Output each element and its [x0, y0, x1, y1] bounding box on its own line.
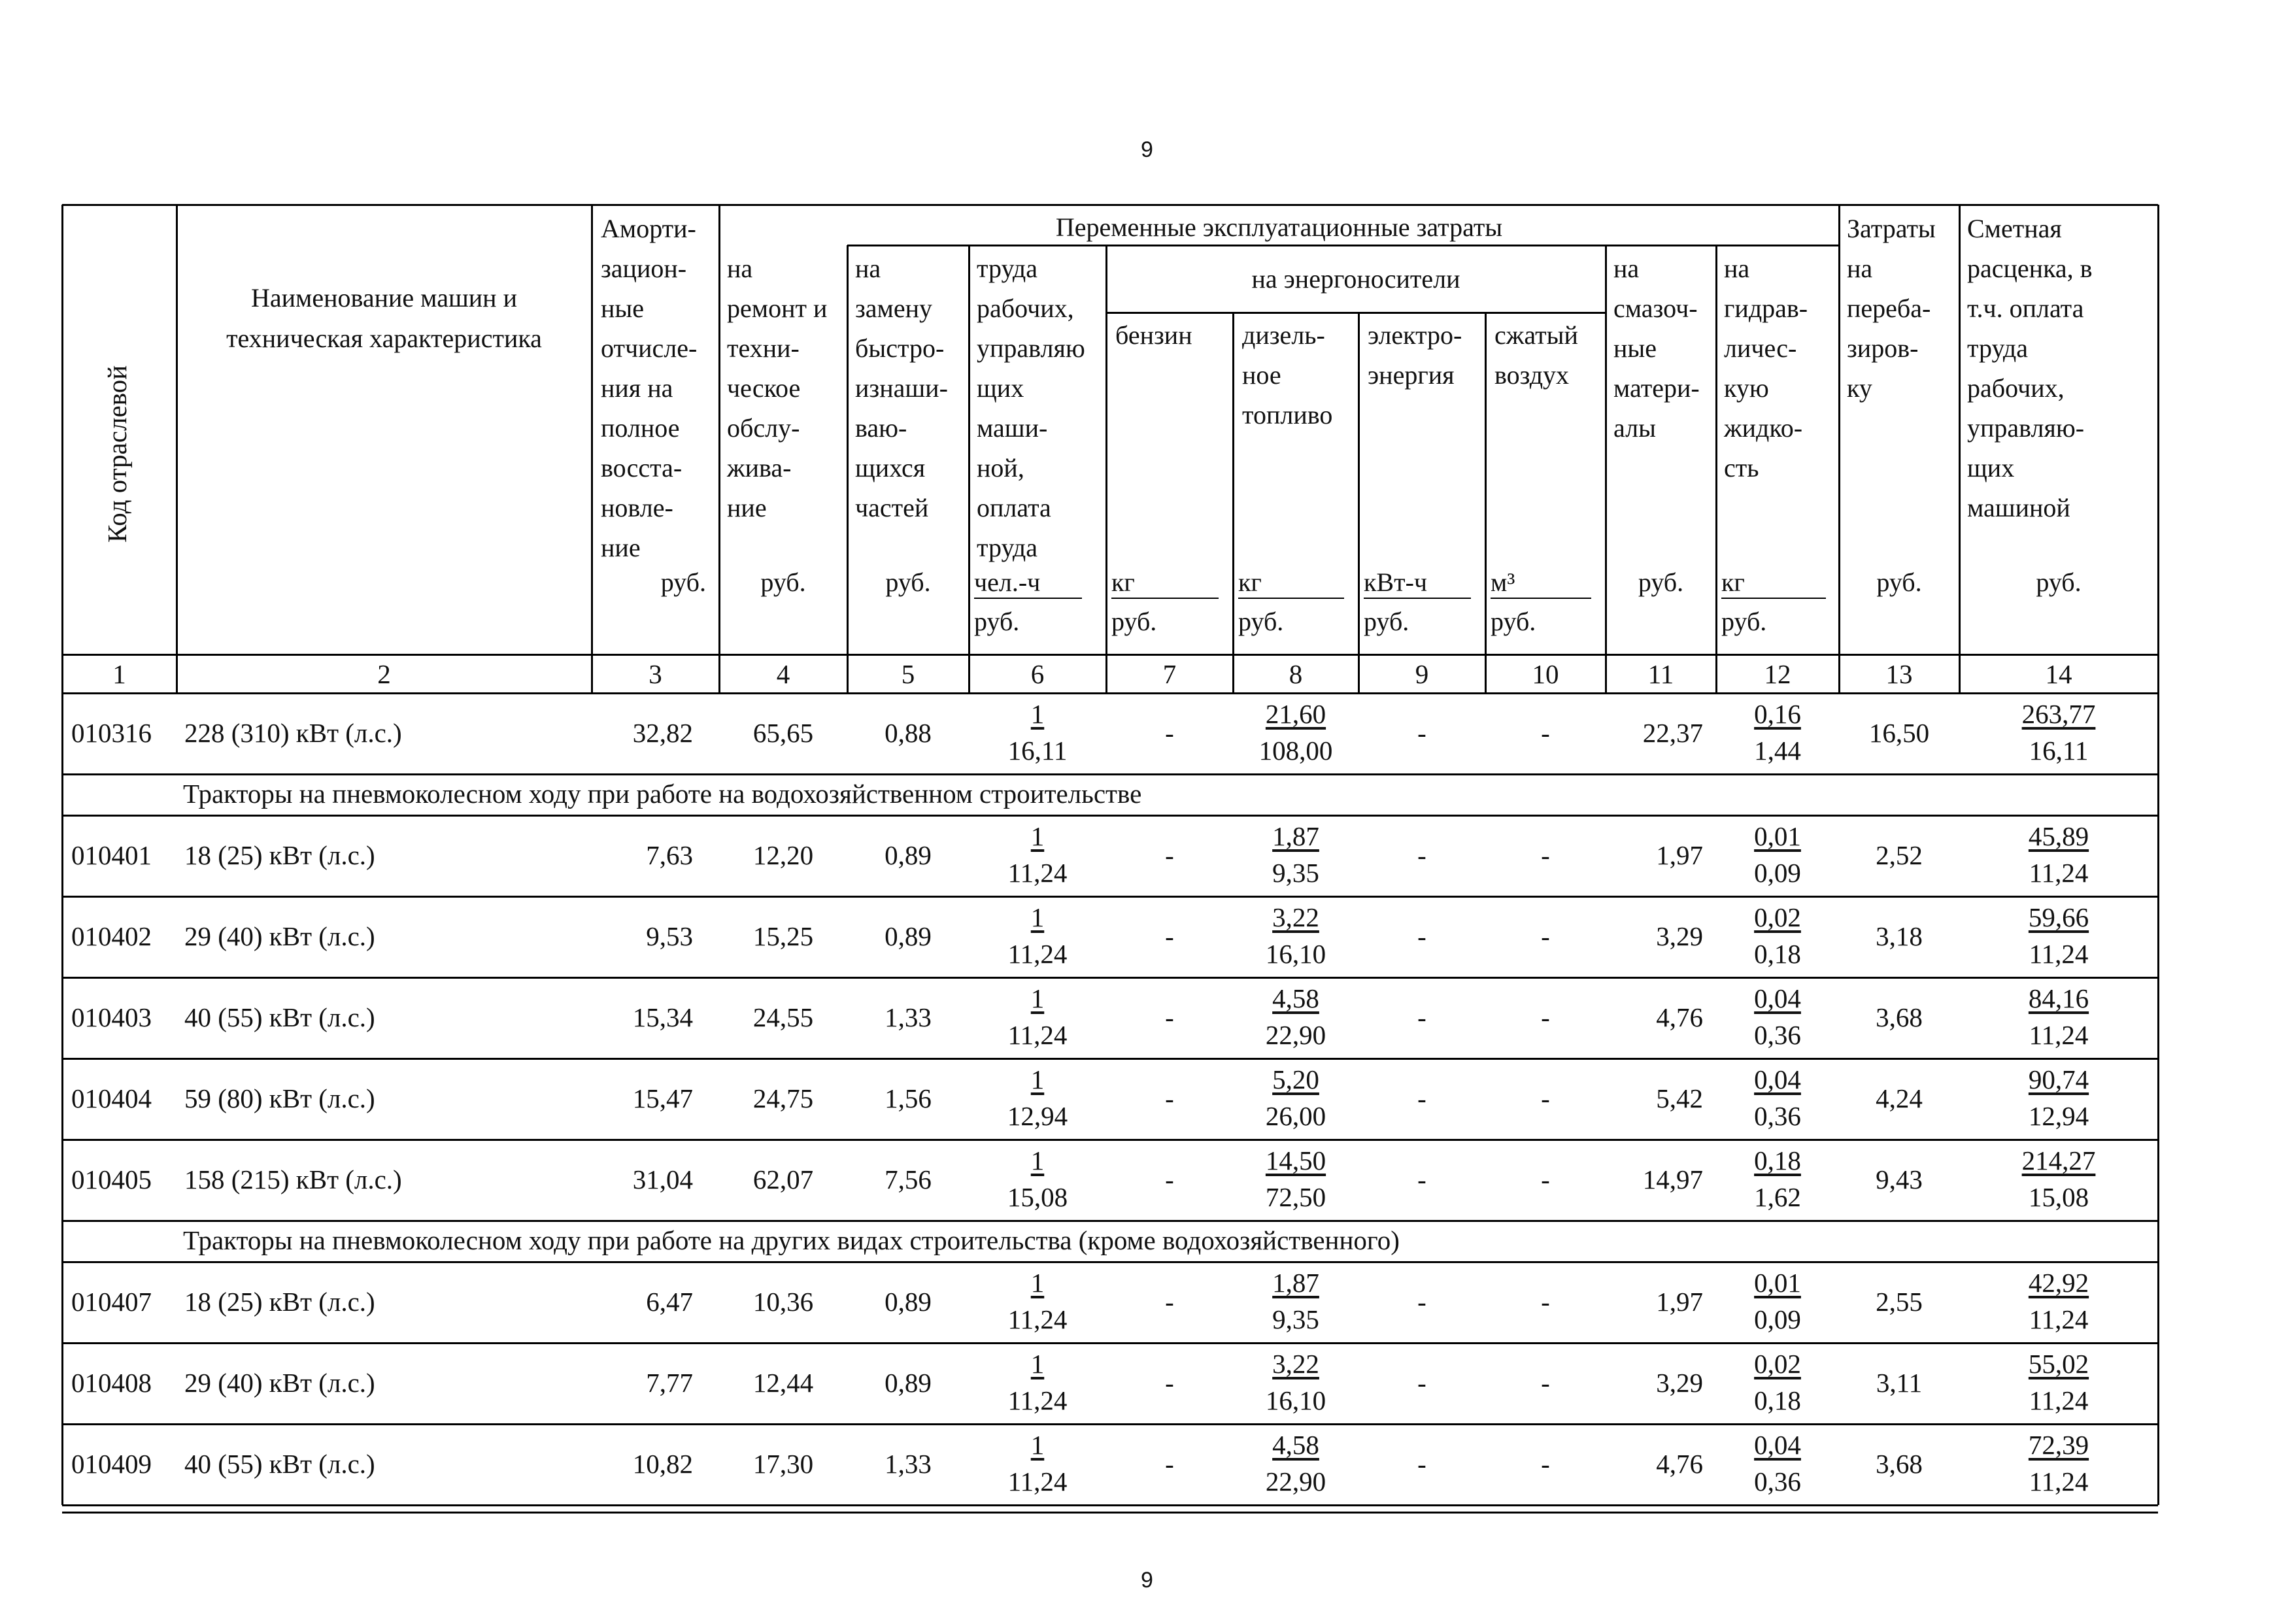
cell-lube: 4,76 [1656, 1002, 1703, 1032]
grid-line [2157, 1221, 2159, 1262]
cell-diesel-numerator [1233, 1264, 1358, 1301]
row-name: 40 (55) кВт (л.с.) [184, 1449, 375, 1479]
cell-repair: 24,55 [752, 1002, 814, 1032]
cell-transfer: 2,55 [1876, 1287, 1923, 1317]
row-code: 010403 [71, 1002, 152, 1032]
column-number: 6 [1030, 659, 1045, 689]
column-number: 3 [649, 659, 662, 689]
cell-electro: - [1417, 840, 1426, 870]
petrol-unit-2: руб. [1111, 607, 1157, 636]
row-code: 010401 [71, 840, 152, 870]
cell-rate-numerator [1959, 1345, 2158, 1382]
cell-amort: 6,47 [646, 1287, 693, 1317]
cell-rate-denominator: 11,24 [2029, 1385, 2089, 1415]
grid-line [62, 1423, 2158, 1425]
cell-labor-numerator-text: 1 [1030, 1349, 1045, 1379]
grid-line [61, 1262, 63, 1343]
cell-electro: - [1417, 1164, 1426, 1194]
cell-rate-denominator: 11,24 [2029, 1304, 2089, 1334]
cell-rate-numerator-text: 42,92 [2028, 1268, 2089, 1298]
grid-line [62, 815, 2158, 817]
column-number: 9 [1415, 659, 1429, 689]
air-unit-1: м³ [1491, 567, 1515, 597]
cell-labor-numerator [969, 1264, 1106, 1301]
grid-line [1838, 205, 1840, 693]
row-name: 18 (25) кВт (л.с.) [184, 840, 375, 870]
cell-diesel-numerator-text: 4,58 [1272, 983, 1319, 1013]
cell-labor-numerator [969, 980, 1106, 1017]
cell-rate-denominator: 11,24 [2029, 858, 2089, 888]
cell-rate-numerator [1959, 1142, 2158, 1179]
cell-diesel-numerator [1233, 818, 1358, 854]
cell-electro: - [1417, 921, 1426, 951]
cell-hydro-numerator-text: 0,04 [1754, 1064, 1801, 1094]
cell-labor-numerator-text: 1 [1030, 1145, 1045, 1176]
price-table [62, 205, 2158, 1513]
cell-lube: 3,29 [1656, 921, 1703, 951]
cell-labor-numerator-text: 1 [1030, 983, 1045, 1013]
cell-hydro-numerator-text: 0,16 [1754, 699, 1801, 729]
cell-rate-numerator [1959, 899, 2158, 936]
cell-diesel-numerator-text: 1,87 [1272, 821, 1319, 851]
column-number: 1 [112, 659, 126, 689]
cell-hydro-denominator: 1,62 [1754, 1182, 1801, 1212]
grid-line [1358, 313, 1360, 693]
cell-labor-numerator [969, 1061, 1106, 1098]
cell-petrol: - [1165, 1083, 1174, 1113]
cell-transfer: 9,43 [1876, 1164, 1923, 1194]
grid-line [62, 204, 2158, 206]
amort-unit: руб. [660, 567, 706, 597]
grid-line [61, 1424, 63, 1505]
grid-line [718, 205, 720, 693]
cell-air: - [1541, 1083, 1550, 1113]
lube-unit: руб. [1638, 567, 1684, 597]
cell-diesel-numerator-text: 5,20 [1272, 1064, 1319, 1094]
row-code: 010404 [71, 1083, 152, 1113]
cell-diesel-denominator: 22,90 [1265, 1466, 1326, 1497]
air-unit-2: руб. [1491, 607, 1536, 636]
diesel-unit-1: кг [1238, 567, 1262, 597]
cell-hydro-numerator-text: 0,04 [1754, 983, 1801, 1013]
section-heading: Тракторы на пневмоколесном ходу при работе на других видах строительства (кроме водохозяйственного) [183, 1225, 1400, 1255]
cell-hydro-numerator-text: 0,02 [1754, 1349, 1801, 1379]
electro-header: электро- энергия [1368, 320, 1462, 390]
labor-unit-2: руб. [974, 607, 1020, 636]
electro-unit-2: руб. [1364, 607, 1409, 636]
grid-line [62, 1261, 2158, 1263]
grid-line [1715, 245, 1717, 693]
lube-header: на смазоч- ные матери- алы [1613, 254, 1700, 443]
cell-labor-numerator [969, 1142, 1106, 1179]
grid-line [61, 1221, 63, 1262]
row-name: 40 (55) кВт (л.с.) [184, 1002, 375, 1032]
column-number: 2 [377, 659, 391, 689]
grid-line [62, 1504, 2158, 1506]
cell-amort: 31,04 [632, 1164, 693, 1194]
cell-rate-numerator-text: 90,74 [2028, 1064, 2089, 1094]
name-header: Наименование машин и техническая характеристика [226, 283, 542, 353]
labor-header: труда рабочих, управляю щих маши- ной, оплата труда [977, 254, 1085, 562]
cell-diesel-denominator: 108,00 [1258, 736, 1333, 766]
cell-hydro-numerator [1716, 980, 1839, 1017]
cell-labor-numerator [969, 899, 1106, 936]
cell-diesel-numerator [1233, 1142, 1358, 1179]
cell-transfer: 3,68 [1876, 1002, 1923, 1032]
cell-labor-denominator: 15,08 [1007, 1182, 1068, 1212]
cell-labor-numerator-text: 1 [1030, 821, 1045, 851]
column-number: 4 [776, 659, 790, 689]
cell-hydro-denominator: 0,36 [1754, 1020, 1801, 1050]
grid-line [62, 692, 2158, 694]
cell-amort: 9,53 [646, 921, 693, 951]
cell-rate-numerator-text: 59,66 [2028, 902, 2089, 932]
cell-repair: 24,75 [752, 1083, 814, 1113]
grid-line [1959, 205, 1961, 693]
cell-transfer: 3,11 [1876, 1368, 1923, 1398]
cell-lube: 22,37 [1642, 718, 1703, 748]
cell-hydro-numerator [1716, 1142, 1839, 1179]
cell-labor-denominator: 11,24 [1007, 1385, 1068, 1415]
row-name: 158 (215) кВт (л.с.) [184, 1164, 402, 1194]
row-code: 010407 [71, 1287, 152, 1317]
cell-labor-numerator-text: 1 [1030, 1430, 1045, 1460]
hydro-header: на гидрав- личес- кую жидко- сть [1724, 254, 1808, 482]
cell-petrol: - [1165, 1164, 1174, 1194]
cell-hydro-denominator: 0,09 [1754, 858, 1801, 888]
cell-hydro-denominator: 0,36 [1754, 1466, 1801, 1497]
cell-rate-numerator [1959, 818, 2158, 854]
cell-petrol: - [1165, 921, 1174, 951]
cell-hydro-numerator [1716, 1427, 1839, 1463]
cell-amort: 15,47 [632, 1083, 693, 1113]
page-number-top: 9 [1141, 137, 1153, 162]
grid-line [847, 245, 849, 693]
petrol-unit-1: кг [1111, 567, 1135, 597]
amort-header: Аморти- зацион- ные отчисле- ния на полное восста- новле- ние [601, 214, 698, 562]
grid-line [1105, 245, 1107, 693]
grid-line [1485, 313, 1487, 693]
cell-hydro-denominator: 0,18 [1754, 1385, 1801, 1415]
grid-line [2157, 774, 2159, 815]
cell-rate-numerator-text: 55,02 [2028, 1349, 2089, 1379]
cell-repair: 62,07 [752, 1164, 814, 1194]
cell-labor-denominator: 12,94 [1007, 1101, 1068, 1131]
cell-labor-numerator [969, 696, 1106, 732]
cell-hydro-numerator [1716, 818, 1839, 854]
grid-line [61, 1140, 63, 1221]
cell-hydro-numerator [1716, 1345, 1839, 1382]
parts-header: на замену быстро- изнаши- ваю- щихся частей [855, 254, 948, 522]
cell-air: - [1541, 718, 1550, 748]
grid-line [61, 815, 63, 896]
column-number: 7 [1162, 659, 1177, 689]
cell-lube: 3,29 [1656, 1368, 1703, 1398]
cell-diesel-denominator: 16,10 [1265, 939, 1326, 969]
cell-diesel-numerator-text: 3,22 [1272, 1349, 1319, 1379]
repair-header: на ремонт и техни- ческое обслу- жива- ние [727, 254, 828, 522]
grid-line [62, 1058, 2158, 1060]
cell-repair: 10,36 [752, 1287, 814, 1317]
cell-rate-denominator: 11,24 [2029, 939, 2089, 969]
cell-rate-denominator: 15,08 [2028, 1182, 2089, 1212]
cell-diesel-numerator [1233, 1061, 1358, 1098]
cell-parts: 7,56 [885, 1164, 932, 1194]
row-code: 010409 [71, 1449, 152, 1479]
cell-air: - [1541, 1164, 1550, 1194]
cell-amort: 7,77 [646, 1368, 693, 1398]
code-header: Код отраслевой [102, 365, 132, 543]
cell-rate-numerator [1959, 696, 2158, 732]
cell-electro: - [1417, 1368, 1426, 1398]
cell-rate-denominator: 16,11 [2029, 736, 2089, 766]
cell-repair: 15,25 [752, 921, 814, 951]
cell-amort: 7,63 [646, 840, 693, 870]
cell-labor-denominator: 11,24 [1007, 1304, 1068, 1334]
grid-line [62, 896, 2158, 898]
cell-diesel-numerator-text: 21,60 [1265, 699, 1326, 729]
cell-hydro-numerator-text: 0,02 [1754, 902, 1801, 932]
cell-petrol: - [1165, 1449, 1174, 1479]
cell-air: - [1541, 1002, 1550, 1032]
cell-lube: 1,97 [1656, 1287, 1703, 1317]
row-code: 010402 [71, 921, 152, 951]
row-code: 010316 [71, 718, 152, 748]
cell-diesel-denominator: 72,50 [1265, 1182, 1326, 1212]
cell-rate-numerator-text: 263,77 [2021, 699, 2096, 729]
cell-labor-denominator: 11,24 [1007, 1466, 1068, 1497]
unit-underline [1238, 598, 1344, 599]
cell-rate-numerator [1959, 980, 2158, 1017]
column-number: 11 [1647, 659, 1674, 689]
cell-electro: - [1417, 1449, 1426, 1479]
cell-parts: 0,89 [885, 1287, 932, 1317]
cell-hydro-numerator-text: 0,01 [1754, 821, 1801, 851]
cell-hydro-numerator [1716, 899, 1839, 936]
cell-petrol: - [1165, 840, 1174, 870]
cell-petrol: - [1165, 1368, 1174, 1398]
cell-repair: 12,20 [752, 840, 814, 870]
grid-line [61, 896, 63, 977]
cell-parts: 1,56 [885, 1083, 932, 1113]
cell-parts: 1,33 [885, 1449, 932, 1479]
row-name: 59 (80) кВт (л.с.) [184, 1083, 375, 1113]
cell-diesel-denominator: 26,00 [1265, 1101, 1326, 1131]
cell-diesel-numerator [1233, 1345, 1358, 1382]
cell-diesel-denominator: 9,35 [1272, 1304, 1319, 1334]
row-name: 18 (25) кВт (л.с.) [184, 1287, 375, 1317]
cell-labor-numerator-text: 1 [1030, 1268, 1045, 1298]
cell-transfer: 4,24 [1876, 1083, 1923, 1113]
cell-rate-numerator [1959, 1427, 2158, 1463]
grid-line [1232, 313, 1234, 693]
column-number: 8 [1289, 659, 1303, 689]
cell-labor-numerator-text: 1 [1030, 699, 1045, 729]
cell-diesel-numerator [1233, 899, 1358, 936]
cell-hydro-numerator [1716, 1061, 1839, 1098]
repair-unit: руб. [760, 567, 806, 597]
grid-line [968, 245, 970, 693]
cell-lube: 14,97 [1642, 1164, 1703, 1194]
grid-line [62, 977, 2158, 979]
cell-air: - [1541, 1287, 1550, 1317]
cell-hydro-denominator: 1,44 [1754, 736, 1801, 766]
cell-labor-numerator [969, 1427, 1106, 1463]
cell-petrol: - [1165, 1287, 1174, 1317]
petrol-header: бензин [1115, 320, 1192, 350]
cell-rate-numerator-text: 72,39 [2028, 1430, 2089, 1460]
cell-amort: 15,34 [632, 1002, 693, 1032]
grid-line [62, 1342, 2158, 1344]
cell-transfer: 2,52 [1876, 840, 1923, 870]
cell-rate-denominator: 11,24 [2029, 1020, 2089, 1050]
cell-diesel-denominator: 22,90 [1265, 1020, 1326, 1050]
row-code: 010408 [71, 1368, 152, 1398]
column-number: 13 [1885, 659, 1913, 689]
cell-parts: 0,89 [885, 840, 932, 870]
cell-hydro-numerator-text: 0,01 [1754, 1268, 1801, 1298]
cell-lube: 4,76 [1656, 1449, 1703, 1479]
cell-labor-denominator: 11,24 [1007, 1020, 1068, 1050]
column-number: 5 [901, 659, 915, 689]
diesel-unit-2: руб. [1238, 607, 1284, 636]
column-number: 12 [1764, 659, 1791, 689]
cell-parts: 1,33 [885, 1002, 932, 1032]
cell-lube: 5,42 [1656, 1083, 1703, 1113]
variable-header: Переменные эксплуатационные затраты [1055, 212, 1503, 242]
cell-petrol: - [1165, 718, 1174, 748]
cell-transfer: 3,68 [1876, 1449, 1923, 1479]
cell-diesel-numerator-text: 1,87 [1272, 1268, 1319, 1298]
cell-hydro-numerator [1716, 1264, 1839, 1301]
cell-hydro-denominator: 0,36 [1754, 1101, 1801, 1131]
transfer-unit: руб. [1876, 567, 1922, 597]
rate-header: Сметная расценка, в т.ч. оплата труда рабочих, управляю- щих машиной [1967, 214, 2093, 522]
row-name: 29 (40) кВт (л.с.) [184, 1368, 375, 1398]
cell-repair: 65,65 [752, 718, 814, 748]
cell-air: - [1541, 840, 1550, 870]
cell-hydro-numerator-text: 0,04 [1754, 1430, 1801, 1460]
grid-line [61, 205, 63, 693]
grid-line [1605, 245, 1607, 693]
cell-parts: 0,89 [885, 1368, 932, 1398]
cell-electro: - [1417, 1083, 1426, 1113]
cell-labor-denominator: 11,24 [1007, 858, 1068, 888]
unit-underline [1111, 598, 1219, 599]
grid-line [62, 1512, 2158, 1514]
cell-amort: 32,82 [632, 718, 693, 748]
cell-transfer: 3,18 [1876, 921, 1923, 951]
cell-diesel-denominator: 16,10 [1265, 1385, 1326, 1415]
cell-hydro-denominator: 0,18 [1754, 939, 1801, 969]
hydro-unit-1: кг [1721, 567, 1745, 597]
transfer-header: Затраты на переба- зиров- ку [1847, 214, 1936, 403]
row-name: 228 (310) кВт (л.с.) [184, 718, 402, 748]
cell-diesel-numerator [1233, 1427, 1358, 1463]
energy-header: на энергоносители [1251, 264, 1460, 294]
section-heading: Тракторы на пневмоколесном ходу при работе на водохозяйственном строительстве [183, 779, 1142, 809]
unit-underline [1491, 598, 1591, 599]
page-number-bottom: 9 [1141, 1568, 1153, 1593]
grid-line [61, 693, 63, 774]
column-number: 14 [2045, 659, 2072, 689]
cell-rate-numerator [1959, 1264, 2158, 1301]
cell-parts: 0,89 [885, 921, 932, 951]
unit-underline [1721, 598, 1826, 599]
cell-labor-numerator-text: 1 [1030, 902, 1045, 932]
unit-underline [1364, 598, 1471, 599]
row-code: 010405 [71, 1164, 152, 1194]
cell-air: - [1541, 1449, 1550, 1479]
cell-air: - [1541, 921, 1550, 951]
rate-unit: руб. [2036, 567, 2082, 597]
cell-diesel-numerator-text: 4,58 [1272, 1430, 1319, 1460]
grid-line [62, 1139, 2158, 1141]
cell-air: - [1541, 1368, 1550, 1398]
cell-repair: 17,30 [752, 1449, 814, 1479]
cell-transfer: 16,50 [1868, 718, 1930, 748]
cell-rate-numerator-text: 84,16 [2028, 983, 2089, 1013]
cell-diesel-numerator [1233, 696, 1358, 732]
cell-labor-numerator [969, 1345, 1106, 1382]
cell-petrol: - [1165, 1002, 1174, 1032]
cell-parts: 0,88 [885, 718, 932, 748]
cell-hydro-denominator: 0,09 [1754, 1304, 1801, 1334]
hydro-unit-2: руб. [1721, 607, 1767, 636]
cell-rate-denominator: 12,94 [2028, 1101, 2089, 1131]
cell-rate-numerator [1959, 1061, 2158, 1098]
cell-labor-denominator: 16,11 [1007, 736, 1068, 766]
electro-unit-1: кВт-ч [1364, 567, 1428, 597]
grid-line [61, 1343, 63, 1424]
cell-diesel-numerator [1233, 980, 1358, 1017]
cell-amort: 10,82 [632, 1449, 693, 1479]
diesel-header: дизель- ное топливо [1242, 320, 1333, 430]
cell-hydro-numerator-text: 0,18 [1754, 1145, 1801, 1176]
cell-electro: - [1417, 1002, 1426, 1032]
cell-rate-numerator-text: 45,89 [2028, 821, 2089, 851]
cell-hydro-numerator [1716, 696, 1839, 732]
cell-repair: 12,44 [752, 1368, 814, 1398]
unit-underline [974, 598, 1082, 599]
labor-unit-1: чел.-ч [974, 567, 1041, 597]
grid-line [61, 774, 63, 815]
cell-diesel-numerator-text: 14,50 [1265, 1145, 1326, 1176]
cell-labor-denominator: 11,24 [1007, 939, 1068, 969]
cell-rate-denominator: 11,24 [2029, 1466, 2089, 1497]
air-header: сжатый воздух [1494, 320, 1578, 390]
cell-diesel-denominator: 9,35 [1272, 858, 1319, 888]
cell-lube: 1,97 [1656, 840, 1703, 870]
column-number: 10 [1532, 659, 1559, 689]
cell-diesel-numerator-text: 3,22 [1272, 902, 1319, 932]
cell-labor-numerator [969, 818, 1106, 854]
cell-electro: - [1417, 1287, 1426, 1317]
parts-unit: руб. [885, 567, 931, 597]
grid-line [61, 977, 63, 1058]
row-name: 29 (40) кВт (л.с.) [184, 921, 375, 951]
cell-labor-numerator-text: 1 [1030, 1064, 1045, 1094]
cell-electro: - [1417, 718, 1426, 748]
cell-rate-numerator-text: 214,27 [2021, 1145, 2096, 1176]
grid-line [61, 1058, 63, 1140]
